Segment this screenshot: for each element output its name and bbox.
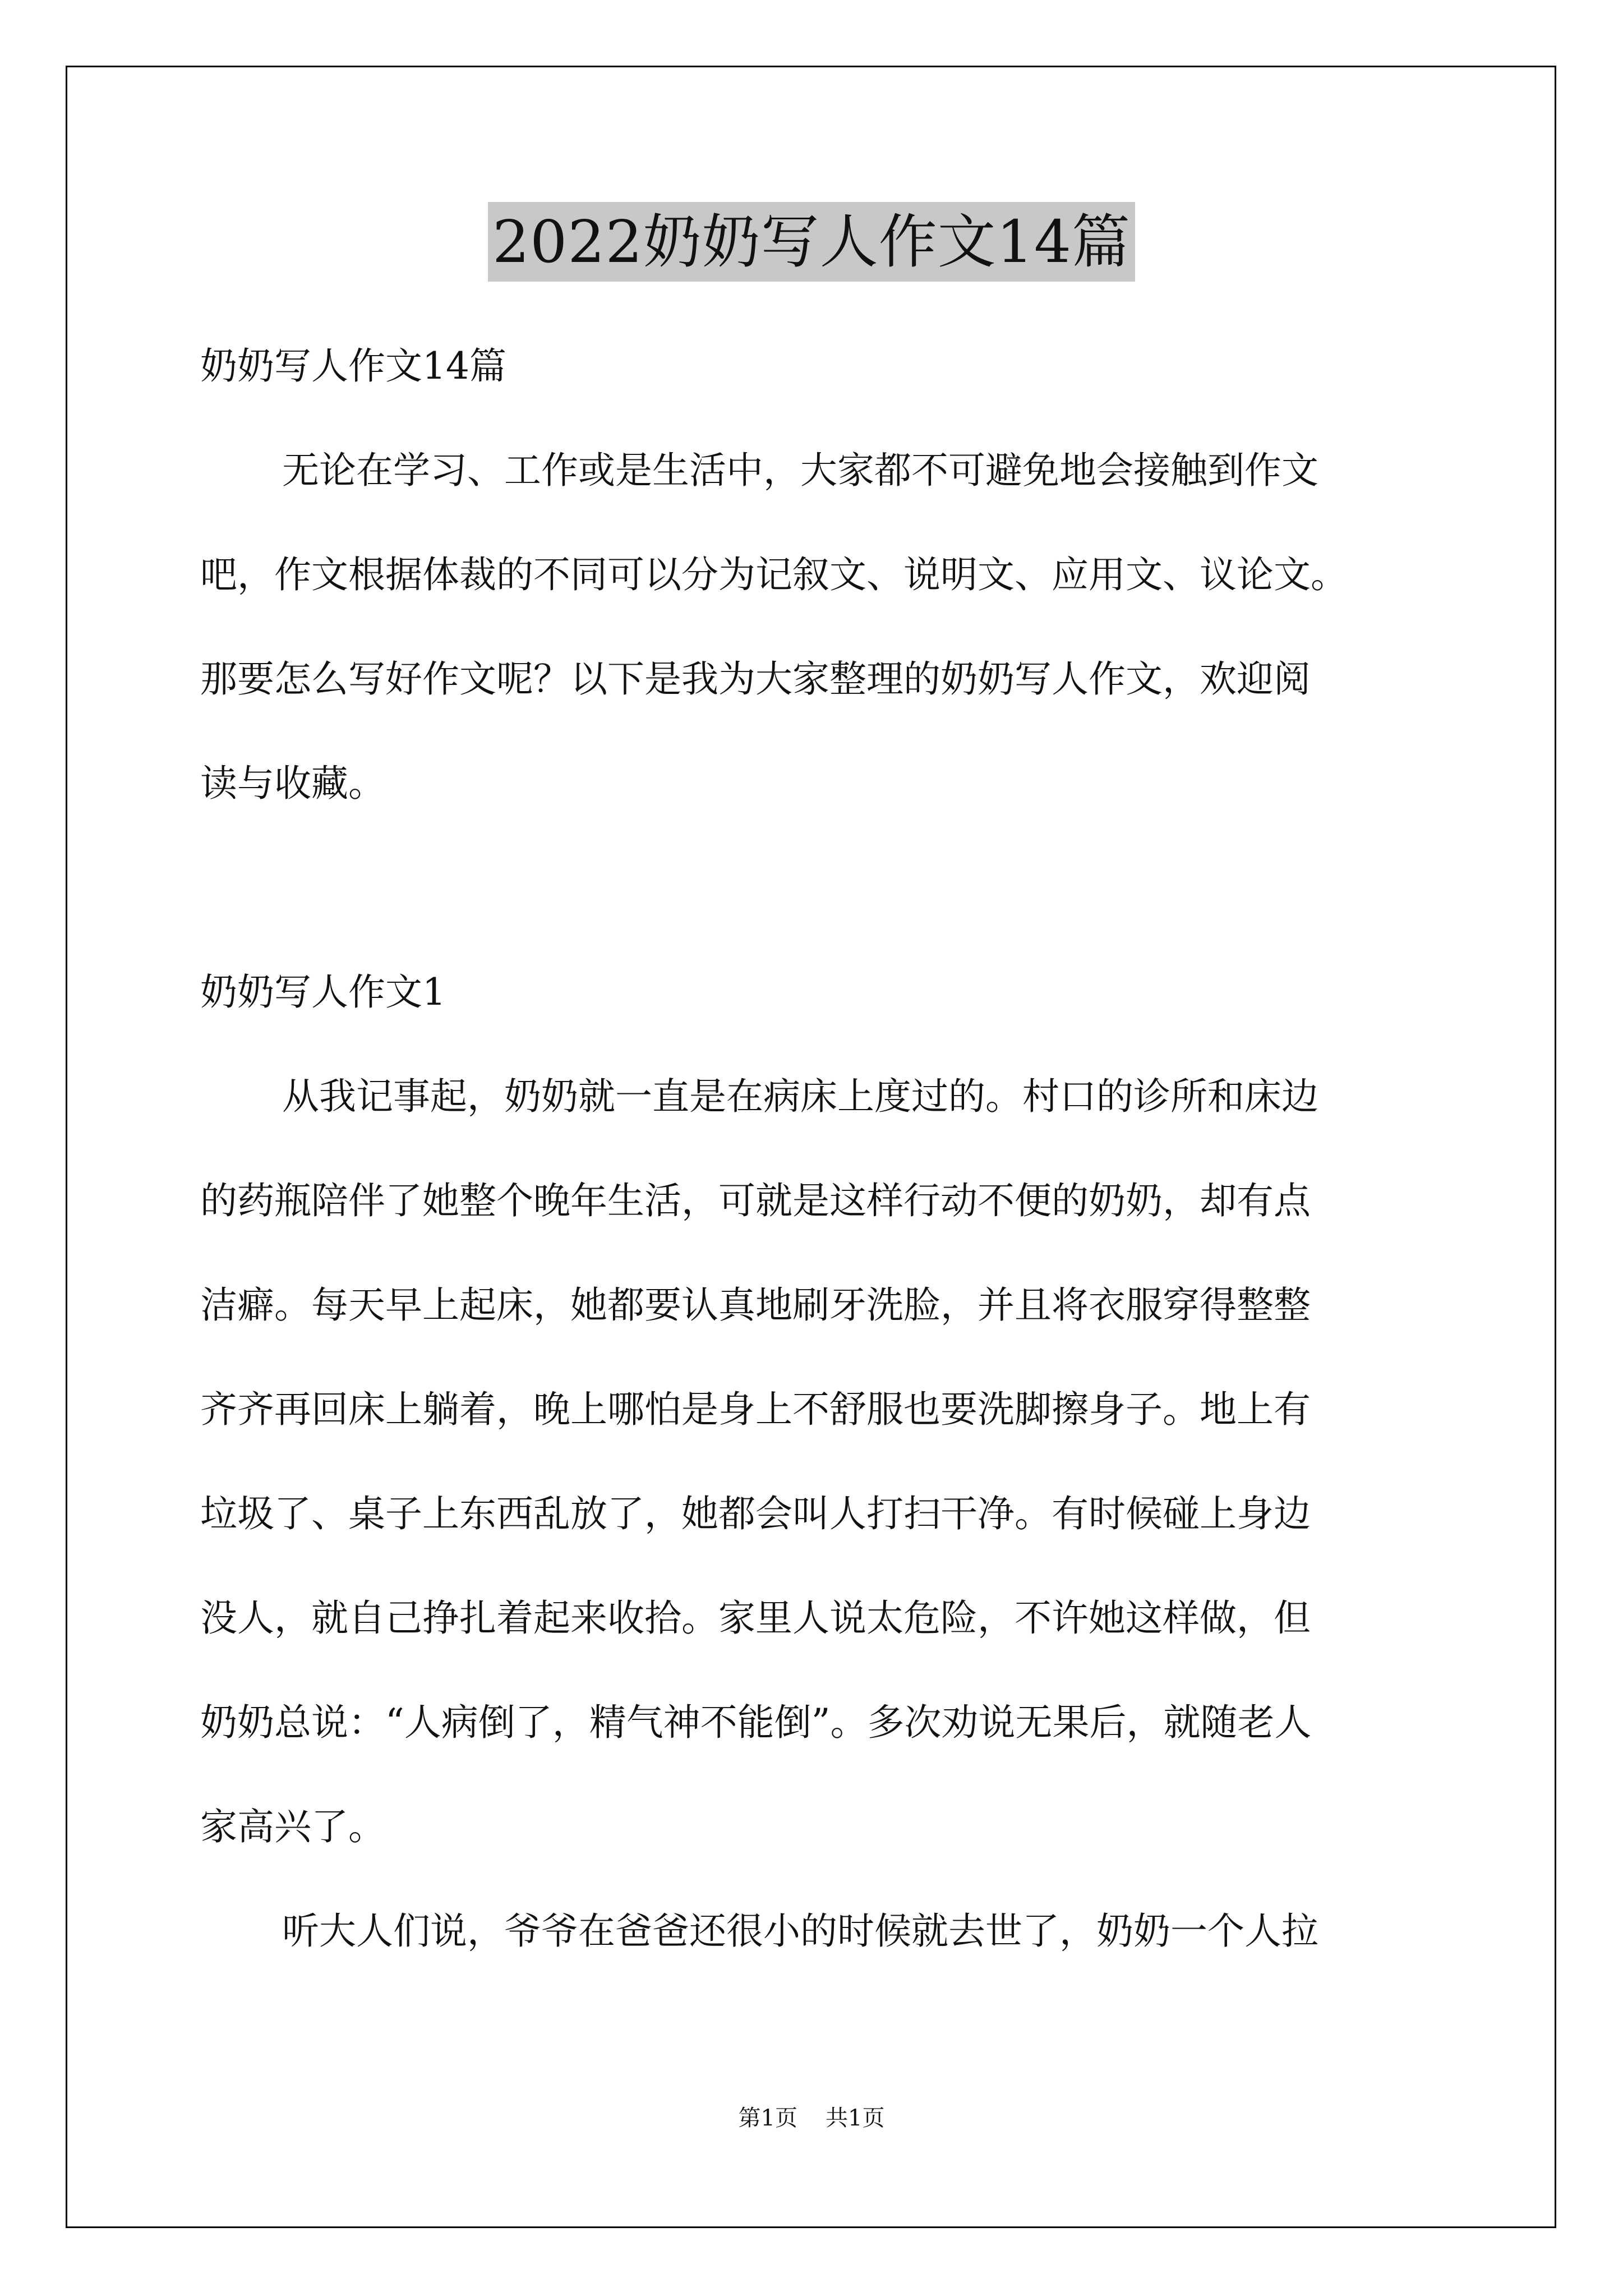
paragraph-line: 吧，作文根据体裁的不同可以分为记叙文、说明文、应用文、议论文。 xyxy=(200,553,1348,596)
paragraph-line: 听大人们说，爷爷在爸爸还很小的时候就去世了，奶奶一个人拉 xyxy=(282,1910,1318,1953)
title-container xyxy=(0,202,1623,282)
paragraph-line: 垃圾了、桌子上东西乱放了，她都会叫人打扫干净。有时候碰上身边 xyxy=(200,1492,1311,1535)
paragraph-line: 那要怎么写好作文呢？以下是我为大家整理的奶奶写人作文，欢迎阅 xyxy=(200,657,1311,701)
document-body xyxy=(200,314,1456,1984)
paragraph-line: 没人，就自己挣扎着起来收拾。家里人说太危险，不许她这样做，但 xyxy=(200,1596,1311,1640)
page-number: 第1页 xyxy=(738,2105,797,2131)
paragraph-line: 的药瓶陪伴了她整个晚年生活，可就是这样行动不便的奶奶，却有点 xyxy=(200,1179,1311,1222)
paragraph-line: 奶奶总说：“人病倒了，精气神不能倒”。多次劝说无果后，就随老人 xyxy=(200,1701,1312,1744)
page-total: 共1页 xyxy=(826,2105,885,2131)
document-title: 2022奶奶写人作文14篇 xyxy=(488,202,1135,282)
paragraph-line: 家高兴了。 xyxy=(200,1805,385,1848)
paragraph-line: 齐齐再回床上躺着，晚上哪怕是身上不舒服也要洗脚擦身子。地上有 xyxy=(200,1388,1311,1431)
paragraph-line: 洁癖。每天早上起床，她都要认真地刷牙洗脸，并且将衣服穿得整整 xyxy=(200,1283,1311,1327)
section-heading: 奶奶写人作文1 xyxy=(200,970,446,1014)
blank-line xyxy=(200,836,1456,940)
page-footer xyxy=(0,2102,1623,2134)
paragraph-line: 从我记事起，奶奶就一直是在病床上度过的。村口的诊所和床边 xyxy=(282,1075,1318,1118)
paragraph-line: 无论在学习、工作或是生活中，大家都不可避免地会接触到作文 xyxy=(282,449,1318,492)
subtitle-line: 奶奶写人作文14篇 xyxy=(200,344,506,388)
paragraph-line: 读与收藏。 xyxy=(200,762,385,805)
